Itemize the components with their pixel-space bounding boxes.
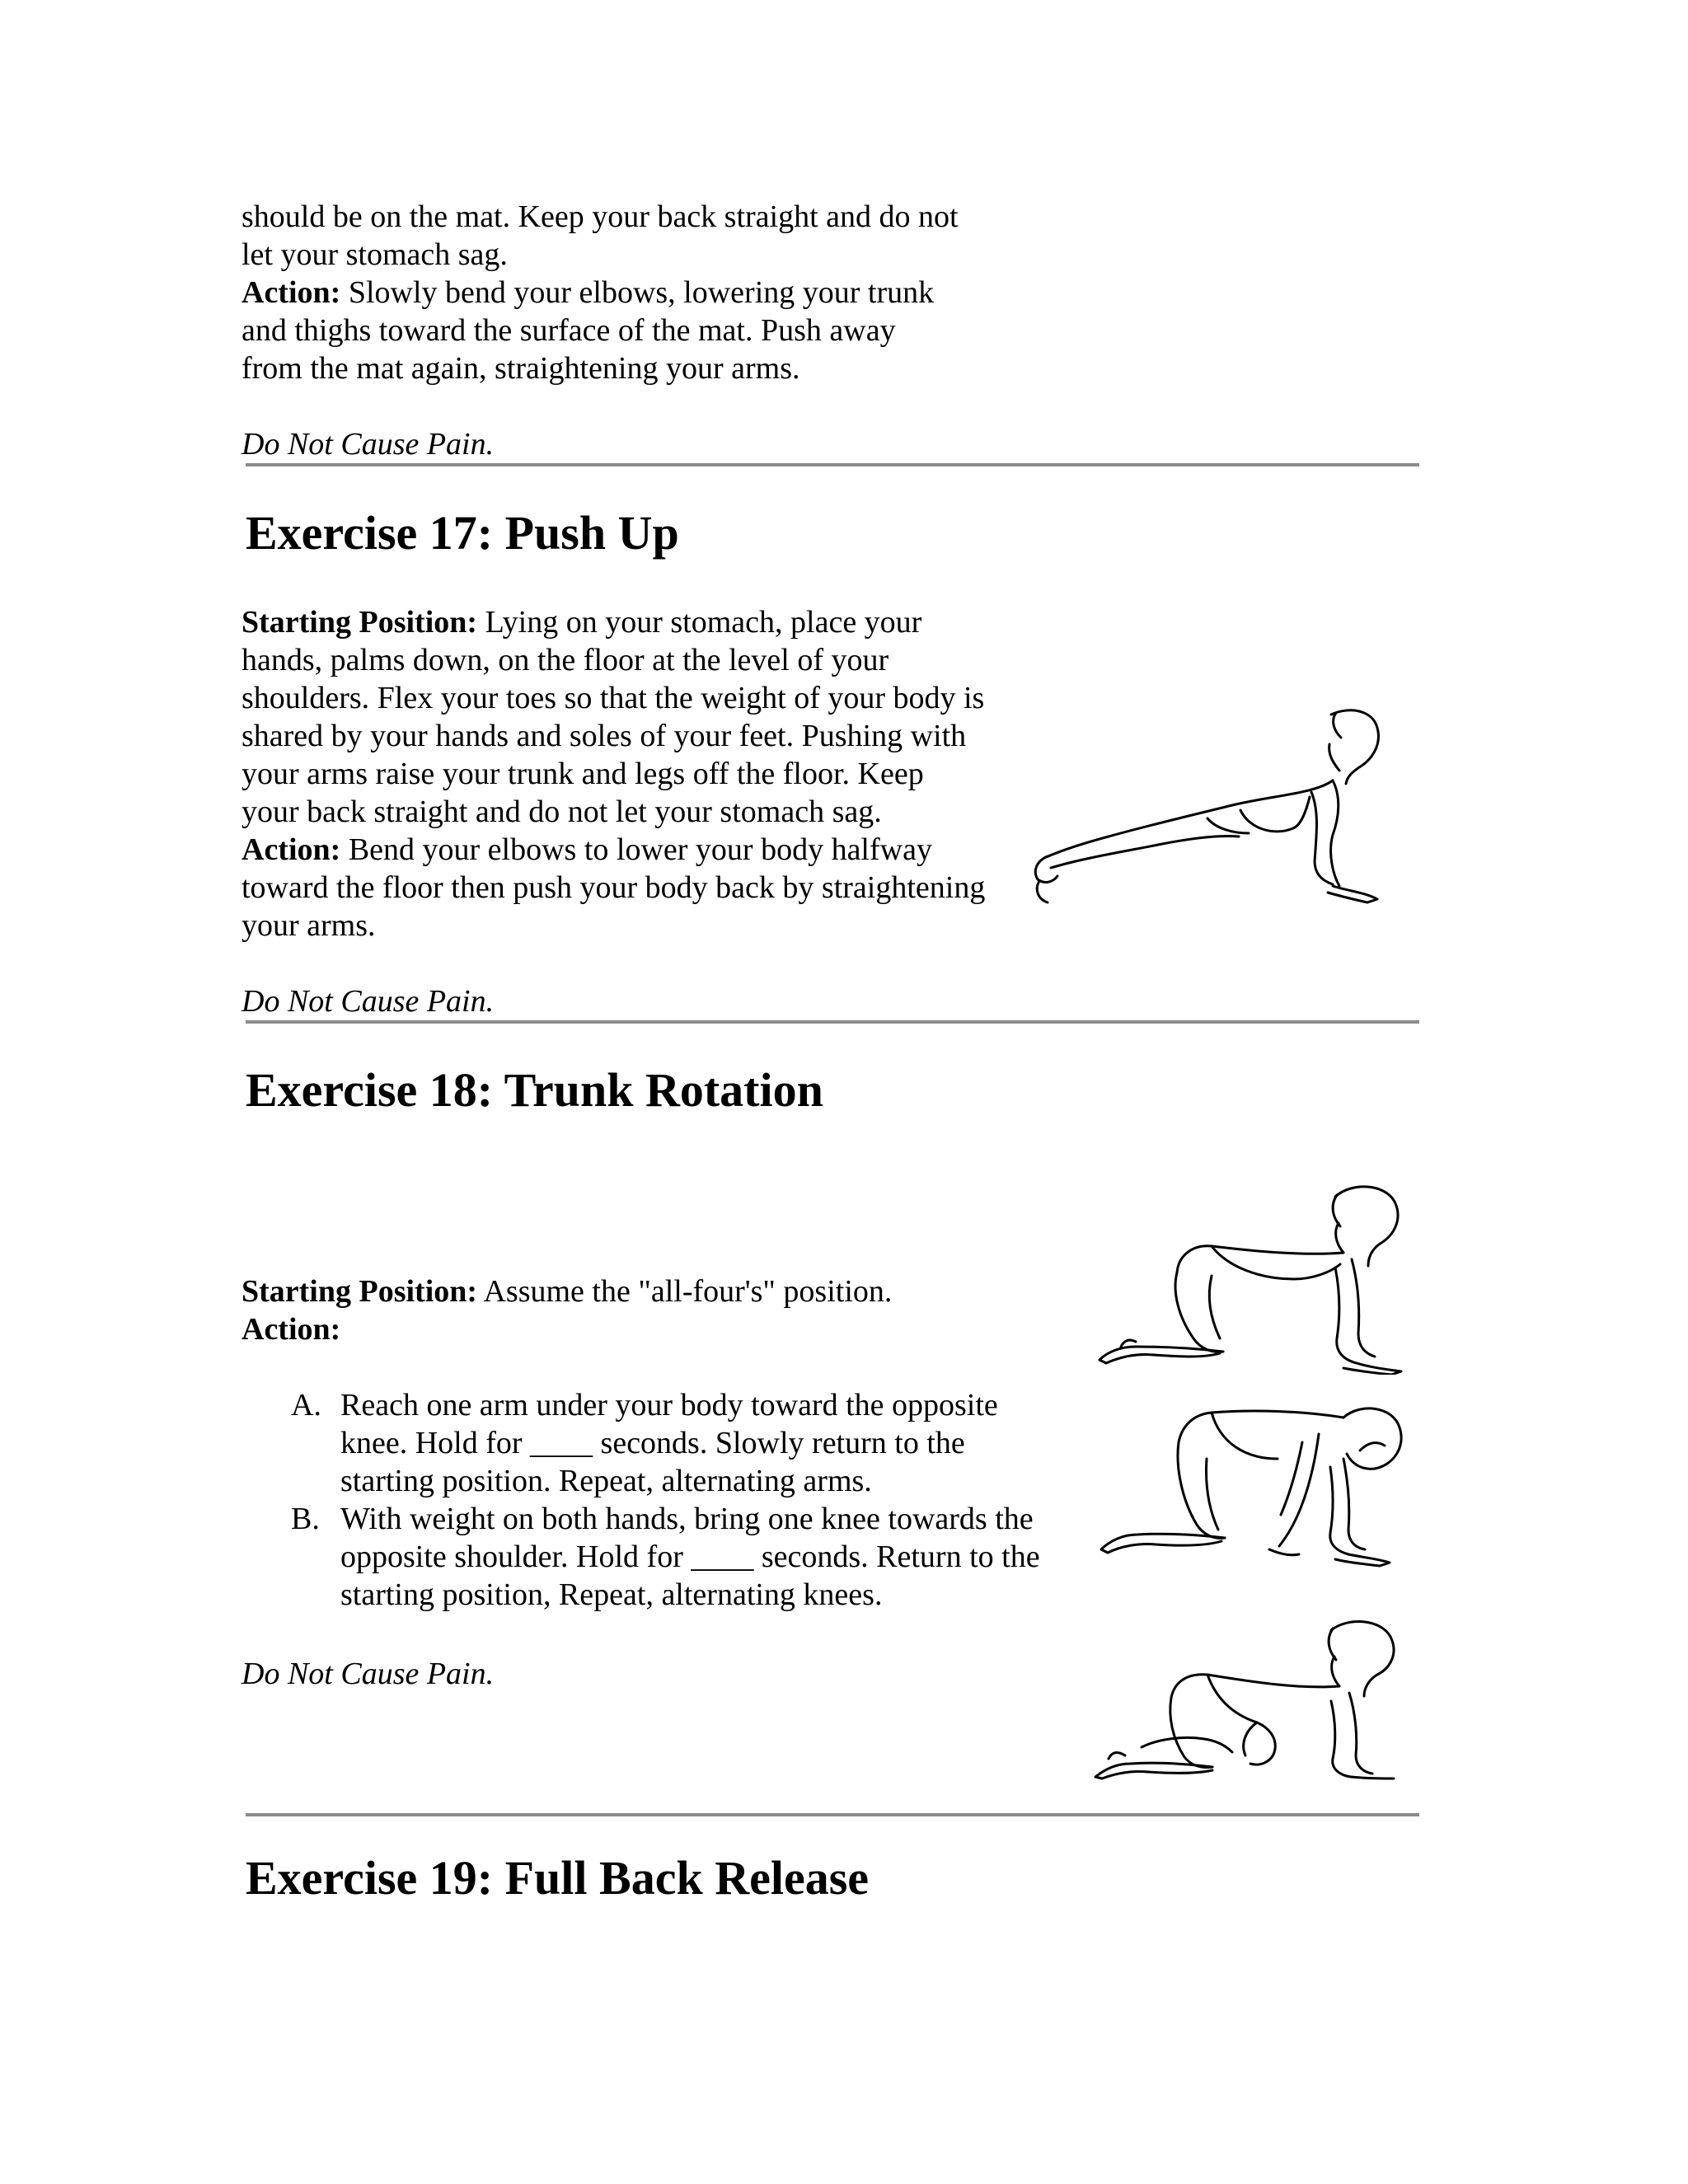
list-marker: A. [291,1388,321,1422]
section-divider [246,463,1419,466]
intro-action-line: Slowly bend your elbows, lowering your trunk [340,275,935,310]
exercise-17-title: Exercise 17: Push Up [246,506,679,560]
intro-action-line: from the mat again, straightening your arms. [241,351,800,386]
list-marker: B. [291,1502,320,1536]
ex17-line: hands, palms down, on the floor at the level of your [241,643,889,677]
ex17-line: your back straight and do not let your stomach sag. [241,794,882,829]
caution-text: Do Not Cause Pain. [241,984,495,1019]
intro-line: let your stomach sag. [241,237,508,272]
starting-position-label: Starting Position: [241,605,478,640]
ex17-line: Lying on your stomach, place your [477,605,922,640]
exercise-18-start [241,1272,892,1348]
caution-text: Do Not Cause Pain. [241,427,495,462]
exercise-17-text [241,603,985,944]
ex17-action-line: your arms. [241,908,376,943]
intro-line: should be on the mat. Keep your back straight and do not [241,199,959,234]
ex17-line: shared by your hands and soles of your feet. Pushing with [241,719,967,753]
ex17-action-line: toward the floor then push your body back by straightening [241,870,986,905]
all-fours-figure [1096,1177,1418,1375]
push-up-figure [1026,705,1397,911]
ex17-line: your arms raise your trunk and legs off the floor. Keep [241,757,924,791]
step-line: With weight on both hands, bring one knee towards the [340,1502,1034,1536]
action-label: Action: [241,832,341,867]
section-divider [246,1020,1419,1024]
caution-text: Do Not Cause Pain. [241,1657,495,1691]
ex17-line: shoulders. Flex your toes so that the weight of your body is [241,681,985,715]
intro-text [241,198,959,387]
list-item [291,1386,1040,1500]
ex17-action-line: Bend your elbows to lower your body halfway [340,832,932,867]
action-label: Action: [241,275,341,310]
step-line: opposite shoulder. Hold for ____ seconds. Return to the [340,1540,1040,1574]
step-line: starting position. Repeat, alternating arms. [340,1464,872,1498]
intro-action-line: and thighs toward the surface of the mat. Push away [241,313,896,348]
action-label: Action: [241,1312,341,1347]
list-item [291,1500,1040,1614]
exercise-19-title: Exercise 19: Full Back Release [246,1851,870,1905]
starting-position-label: Starting Position: [241,1274,478,1309]
section-divider [246,1813,1419,1816]
exercise-18-title: Exercise 18: Trunk Rotation [246,1063,823,1117]
step-line: Reach one arm under your body toward the opposite [340,1388,998,1422]
knee-to-shoulder-figure [1092,1615,1418,1780]
step-line: starting position, Repeat, alternating knees. [340,1577,883,1612]
exercise-18-steps [291,1386,1040,1614]
ex18-start-text: Assume the "all-four's" position. [477,1274,893,1309]
step-line: knee. Hold for ____ seconds. Slowly return to the [340,1426,965,1460]
arm-reach-figure [1096,1393,1418,1582]
